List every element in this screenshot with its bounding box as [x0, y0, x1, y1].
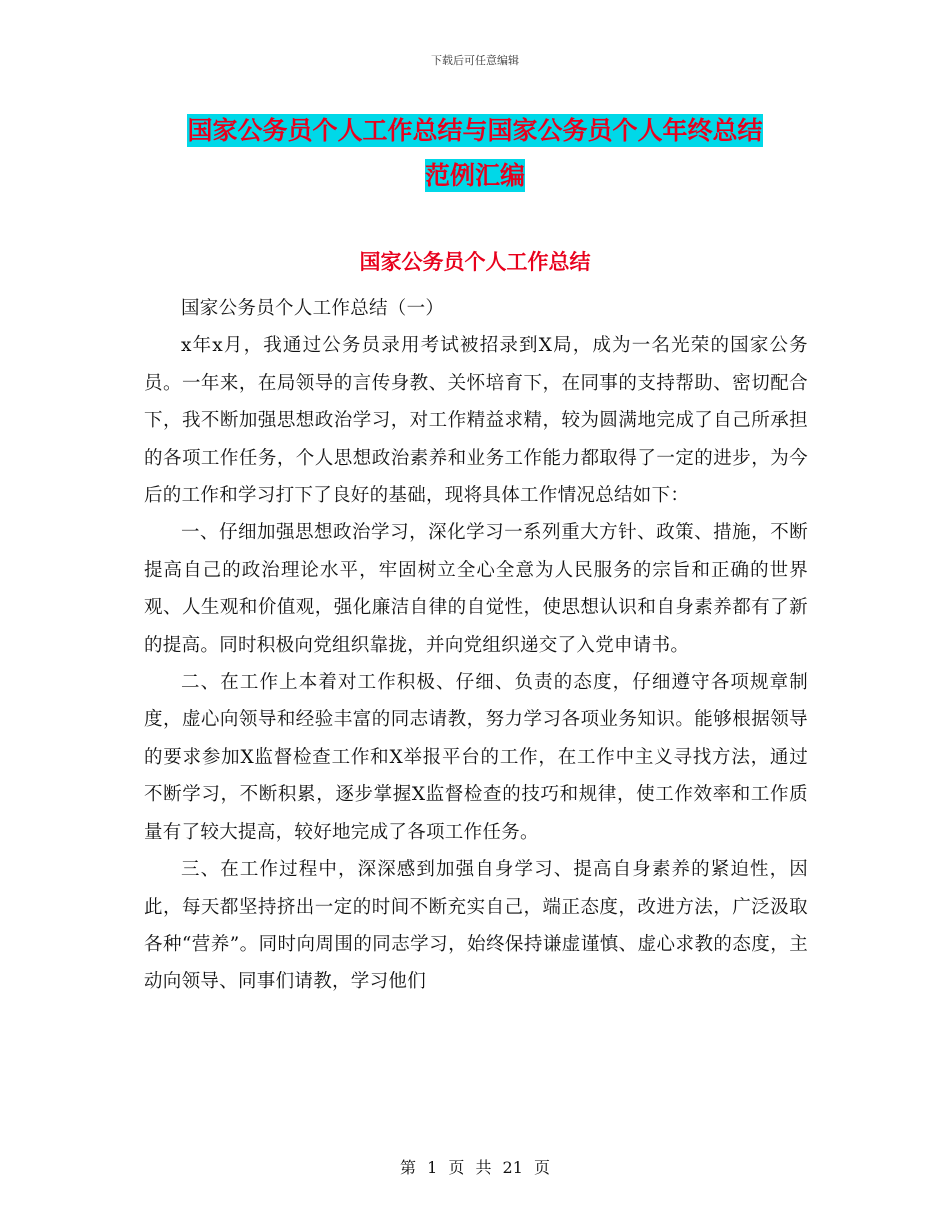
- document-title-line1: 国家公务员个人工作总结与国家公务员个人年终总结: [187, 116, 763, 145]
- paragraph-subtitle: 国家公务员个人工作总结（一）: [181, 298, 445, 319]
- paragraph-point-3: 三、在工作过程中，深深感到加强自身学习、提高自身素养的紧迫性，因此，每天都坚持挤出一定的时间不断充实自己，端正态度，改进方法，广泛汲取各种“营养”。同时向周围的同志学习，始终保持谦虚谨慎、虚心求教的态度，主动向领导、同事们请教，学习他们: [144, 859, 808, 993]
- paragraph-point-1: 一、仔细加强思想政治学习，深化学习一系列重大方针、政策、措施，不断提高自己的政治理论水平，牢固树立全心全意为人民服务的宗旨和正确的世界观、人生观和价值观，强化廉洁自律的自觉性，使思想认识和自身素养都有了新的提高。同时积极向党组织靠拢，并向党组织递交了入党申请书。: [144, 522, 808, 656]
- paragraph-point-2: 二、在工作上本着对工作积极、仔细、负责的态度，仔细遵守各项规章制度，虚心向领导和经验丰富的同志请教，努力学习各项业务知识。能够根据领导的要求参加X监督检查工作和X举报平台的工作，在工作中主义寻找方法，通过不断学习，不断积累，逐步掌握X监督检查的技巧和规律，使工作效率和工作质量有了较大提高，较好地完成了各项工作任务。: [144, 672, 808, 843]
- document-title: [0, 108, 950, 198]
- paragraph-intro: x年x月，我通过公务员录用考试被招录到X局，成为一名光荣的国家公务员。一年来，在局领导的言传身教、关怀培育下，在同事的支持帮助、密切配合下，我不断加强思想政治学习，对工作精益求精，较为圆满地完成了自己所承担的各项工作任务，个人思想政治素养和业务工作能力都取得了一定的进步，为今后的工作和学习打下了良好的基础，现将具体工作情况总结如下：: [144, 335, 808, 507]
- header-note: 下载后可任意编辑: [431, 54, 519, 67]
- section-title: 国家公务员个人工作总结: [359, 250, 591, 274]
- document-body: [144, 290, 808, 1001]
- document-title-line2: 范例汇编: [424, 161, 525, 190]
- page-footer: 第 1 页 共 21 页: [400, 1158, 550, 1177]
